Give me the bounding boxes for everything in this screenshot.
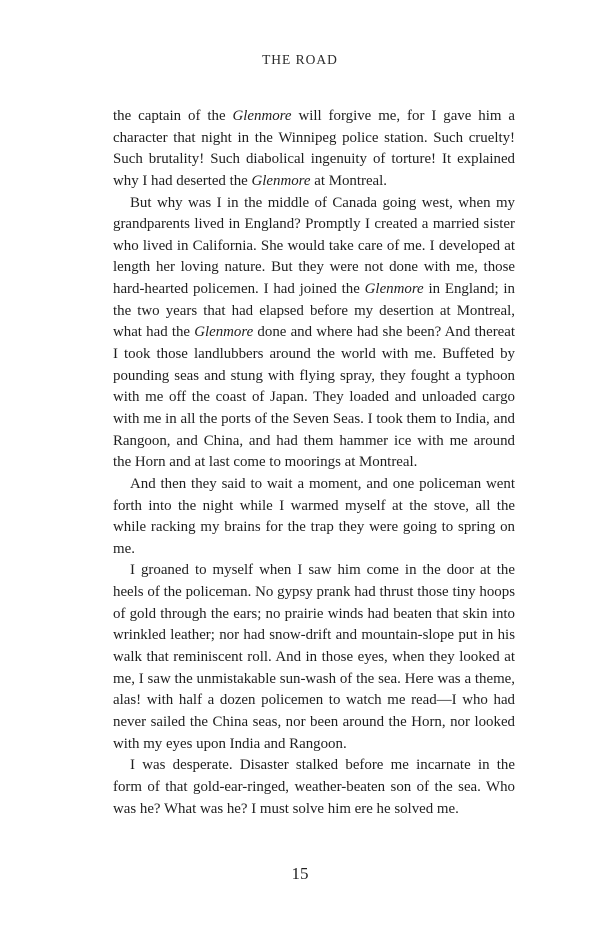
ship-name: Glenmore bbox=[364, 281, 424, 298]
page-number: 15 bbox=[291, 864, 309, 883]
ship-name: Glenmore bbox=[194, 324, 254, 341]
paragraph-5: I was desperate. Disaster stalked before me incarnate in the form of that gold-ear-ringed, weather-beaten son of the sea. Who was he? What was he? I must solve him ere he solved me. bbox=[113, 757, 515, 817]
paragraph-4: I groaned to myself when I saw him come in the door at the heels of the policeman. No gypsy prank had thrust those tiny hoops of gold through the ears; no prairie winds had beaten that skin into wrinkled leather; nor had snow-drift and mountain-slope put in his walk that reminiscent roll. And in those eyes, when they looked at me, I saw the unmistakable sun-wash of the sea. Here was a theme, alas! with half a dozen policemen to watch me read—I who had never sailed the China seas, nor been around the Horn, nor looked with my eyes upon India and Rangoon. bbox=[113, 562, 515, 752]
paragraph-3: And then they said to wait a moment, and one policeman went forth into the night while I warmed myself at the stove, all the while racking my brains for the trap they were going to spring on me. bbox=[113, 475, 515, 557]
paragraph-2: But why was I in the middle of Canada going west, when my grandparents lived in England? Promptly I created a married sister who lived in California. She would take care of me. I developed at length her loving nature. But they were not done with me, those hard-hearted policemen. I had joined the Glenmore in England; in the two years that had elapsed before my desertion at Montreal, what had the Glenmore done and where had she been? And thereat I took those landlubbers around the world with me. Buffeted by pounding seas and stung with flying spray, they fought a typhoon with me off the coast of Japan. They loaded and unloaded cargo with me in all the ports of the Seven Seas. I took them to India, and Rangoon, and China, and had them hammer ice with me around the Horn and at last come to moorings at Montreal. bbox=[113, 194, 516, 471]
ship-name: Glenmore bbox=[251, 172, 311, 189]
running-head: THE ROAD bbox=[262, 52, 338, 67]
paragraph-1: the captain of the Glenmore will forgive me, for I gave him a character that night in the Winnipeg police station. Such cruelty! Such brutality! Such diabolical ingenuity of torture! It explained why I had deserted the Glenmore at Montreal. bbox=[113, 108, 515, 189]
body-text bbox=[113, 106, 515, 820]
ship-name: Glenmore bbox=[232, 108, 292, 124]
